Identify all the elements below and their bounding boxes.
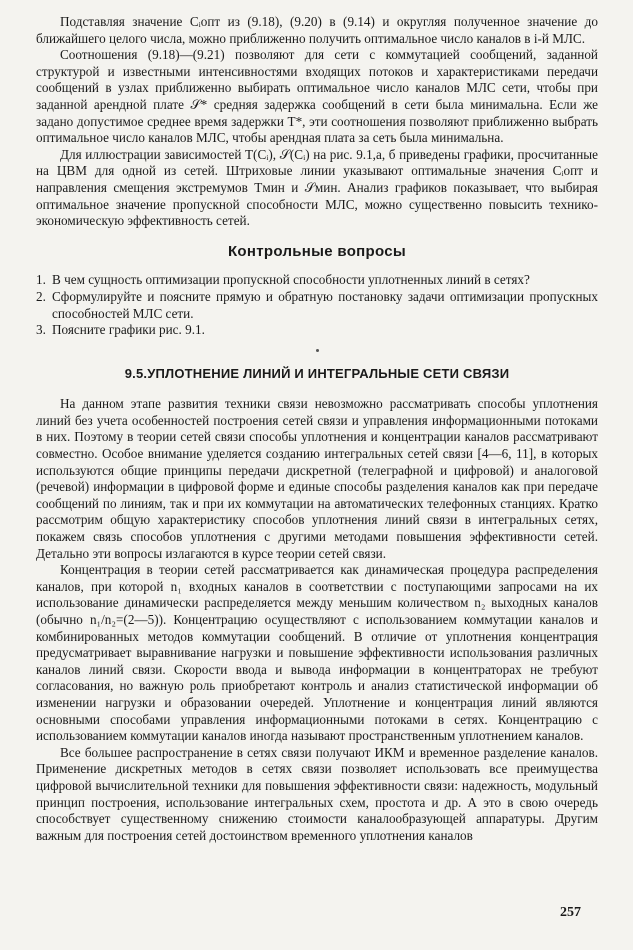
intro-paragraph: Для иллюстрации зависимостей T(Cᵢ), 𝒮(Cᵢ) на рис. 9.1,а, б приведены графики, просчитанные на ЦВМ для одной из сетей. Штриховые линии указывают оптимальные значения Cᵢопт и направления смещения экстремумов Tмин и 𝒮мин. Анализ графиков показывает, что выбирая оптимальное значение пропускной способности МЛС, можно существенно повысить технико-экономическую эффективность сетей.	[36, 146, 598, 229]
question-text: В чем сущность оптимизации пропускной способности уплотненных линий в сетях?	[52, 272, 530, 288]
section-paragraph: На данном этапе развития техники связи невозможно рассматривать способы уплотнения линий без учета особенностей построения сетей связи и управления информационными потоками в них. Поэтому в теории сетей связи способы уплотнения и концентрации каналов рассматривают совместно. Особое внимание уделяется созданию интегральных сетей связи [4—6, 11], в которых используются общие принципы передачи дискретной (телеграфной и цифровой) и аналоговой (речевой) информации в цифровой форме и единые способы разделения каналов как при передаче сообщений по линиям, так и при их коммутации на автоматических телефонных станциях. Кратко рассмотрим общую характеристику способов уплотнения линий связи в интегральных сетях, покажем связь способов уплотнения с другими методами повышения эффективности сетей. Детально эти вопросы излагаются в курсе теории сетей связи.	[36, 396, 598, 561]
section-paragraph: Все большее распространение в сетях связи получают ИКМ и временное разделение каналов. Применение дискретных методов в сетях связи позволяет использовать все преимущества цифровой вычислительной техники для повышения эффективности связи: надежность, модульный принцип построения, использование интегральных схем, простота и др. А это в свою очередь способствует существенному снижению стоимости каналообразующей аппаратуры. Другим важным для построения сетей достоинством временного уплотнения каналов	[36, 744, 598, 843]
question-number: 1.	[36, 272, 46, 288]
section-title: 9.5.УПЛОТНЕНИЕ ЛИНИЙ И ИНТЕГРАЛЬНЫЕ СЕТИ СВЯЗИ	[124, 365, 510, 381]
question-number: 2.	[36, 288, 46, 304]
page-number: 257	[560, 905, 581, 920]
question-number: 3.	[36, 322, 46, 338]
document-page	[36, 14, 598, 844]
section-divider	[316, 349, 319, 352]
control-questions-list	[36, 272, 598, 338]
section-paragraph: Концентрация в теории сетей рассматривается как динамическая процедура распределения каналов, при которой n₁ входных каналов в соответствии с поступающими запросами на их использование динамически распределяется между меньшим количеством n₂ выходных каналов (обычно n₁/n₂=(2—5)). Концентрацию осуществляют с использованием коммутации каналов и комбинированных методов коммутации сообщений. В отличие от уплотнения концентрация предусматривает выравнивание нагрузки и повышение эффективности использования различных каналов линий связи. Скорости ввода и вывода информации в концентраторах не требуют согласования, но важную роль приобретают контроль и анализ статистической информации об изменении нагрузки и образовании очередей. Уплотнение и концентрация линий являются основными способами управления информационными потоками в сетях. Концентрацию с использованием коммутации каналов иногда называют пространственным уплотнением каналов.	[36, 562, 598, 744]
list-item	[36, 289, 598, 322]
intro-paragraph: Подставляя значение Cᵢопт из (9.18), (9.20) в (9.14) и округляя полученное значение до ближайшего целого числа, можно приближенно получить оптимальное число каналов в i-й МЛС.	[36, 14, 598, 46]
control-questions-title: Контрольные вопросы	[227, 242, 407, 260]
intro-paragraph: Соотношения (9.18)—(9.21) позволяют для сети с коммутацией сообщений, заданной структурой и известными интенсивностями входящих потоков и характеристиками передачи сообщений в узлах приближенно выбирать оптимальное число каналов МЛС сети, чтобы при заданной арендной плате 𝒮* средняя задержка сообщений в сети была минимальна. Если же задано допустимое среднее время задержки T*, эти соотношения позволяют приближенно выбрать оптимальное число каналов МЛС, чтобы арендная плата за сеть была минимальна.	[36, 47, 598, 146]
list-item	[36, 322, 598, 339]
question-text: Сформулируйте и поясните прямую и обратную постановку задачи оптимизации пропускных способностей МЛС сети.	[52, 288, 598, 321]
question-text: Поясните графики рис. 9.1.	[52, 322, 205, 338]
list-item	[36, 272, 598, 289]
